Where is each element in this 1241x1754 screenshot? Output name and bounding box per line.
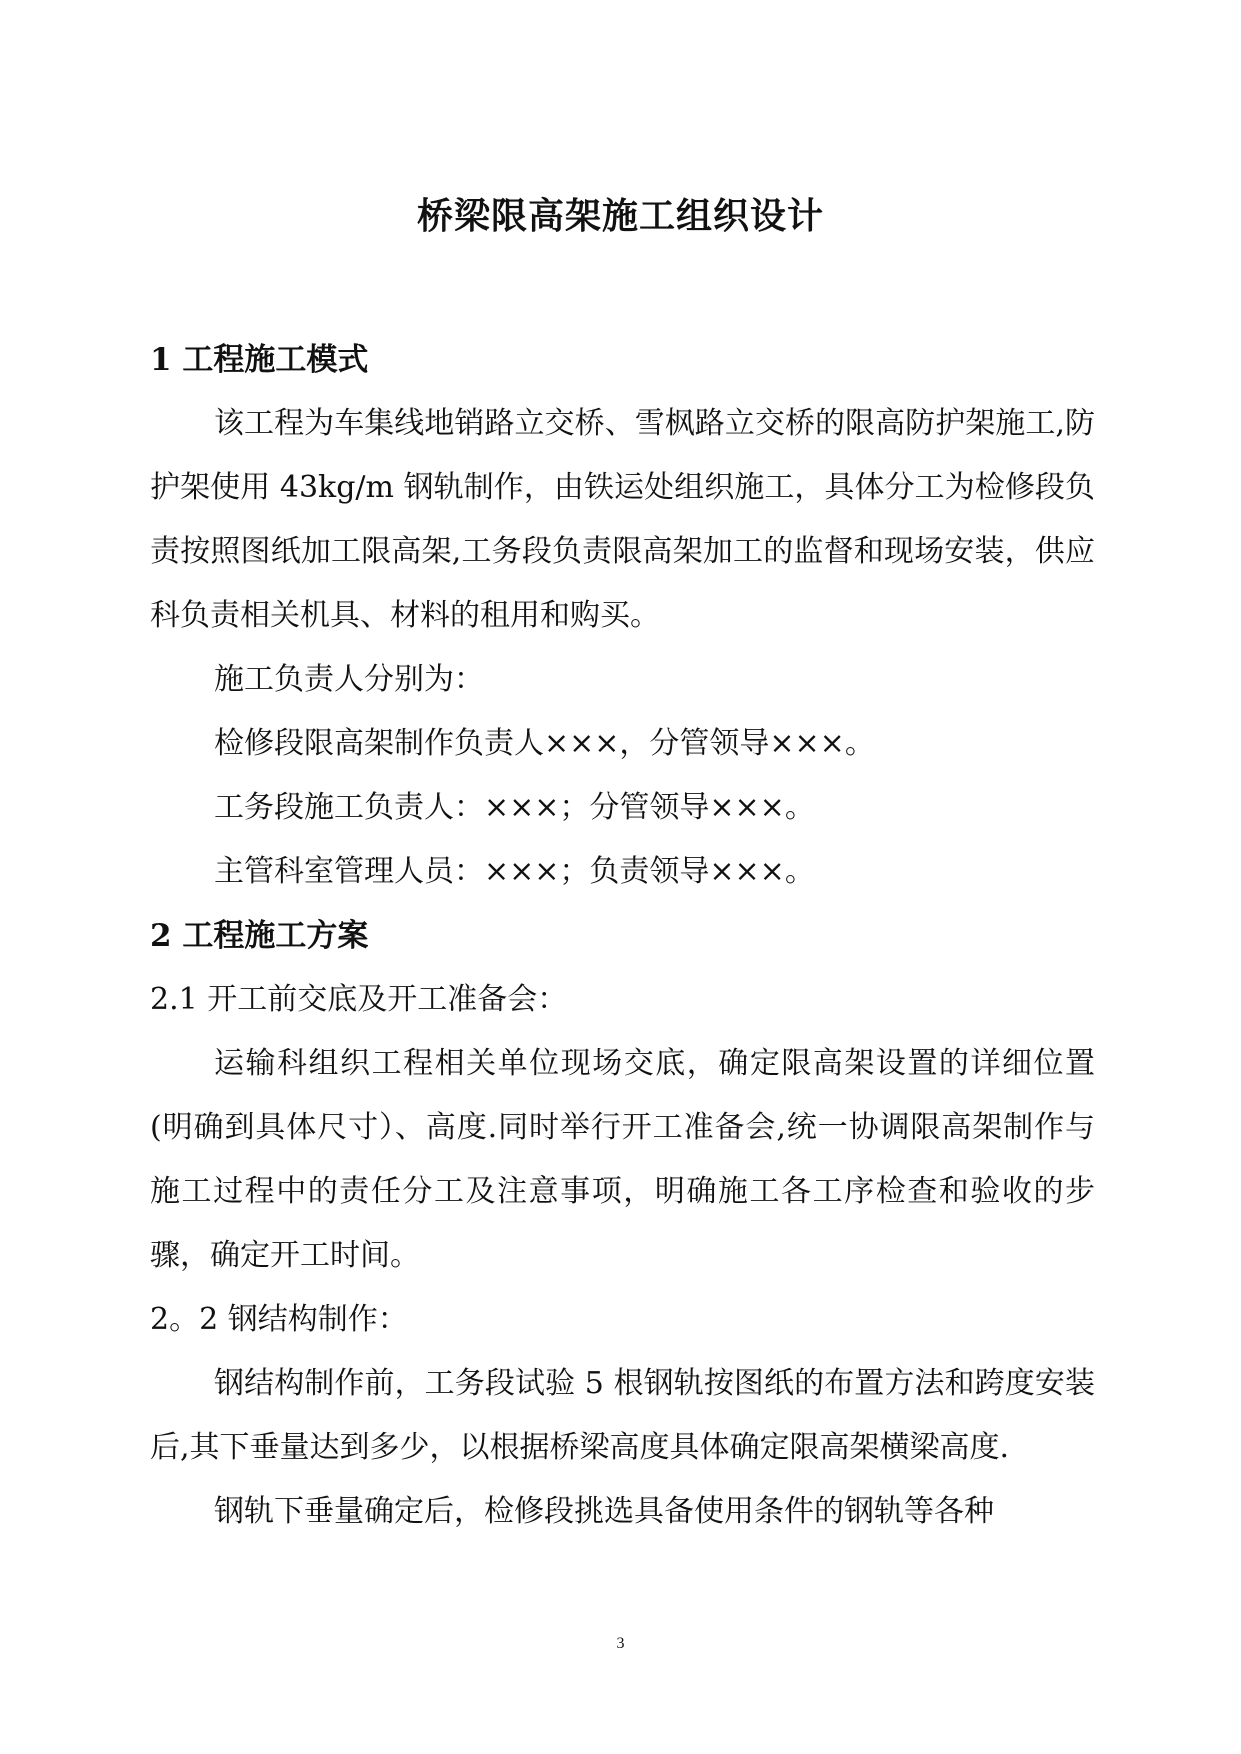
document-title: 桥梁限高架施工组织设计 [416, 195, 824, 237]
paragraph-work-division: 该工程为车集线地销路立交桥、雪枫路立交桥的限高防护架施工,防护架使用 43kg/m 钢轨制作，由铁运处组织施工，具体分工为检修段负责按照图纸加工限高架,工务段负责限高架加工的监督和现场安装，供应科负责相关机具、材料的租用和购买。 [150, 406, 1095, 633]
section-heading-2: 2 工程施工方案 [150, 918, 369, 954]
paragraph-works-lead: 工务段施工负责人：×××；分管领导×××。 [214, 790, 815, 825]
paragraph-rail-test: 钢结构制作前，工务段试验 5 根钢轨按图纸的布置方法和跨度安装后,其下垂量达到多少，以根据桥梁高度具体确定限高架横梁高度. [150, 1366, 1095, 1465]
page-number: 3 [616, 1635, 625, 1652]
subsection-heading-2-2: 2。2 钢结构制作： [150, 1302, 408, 1337]
paragraph-briefing: 运输科组织工程相关单位现场交底，确定限高架设置的详细位置(明确到具体尺寸）、高度.同时举行开工准备会,统一协调限高架制作与施工过程中的责任分工及注意事项，明确施工各工序检查和验收的步骤，确定开工时间。 [150, 1046, 1095, 1273]
subsection-heading-2-1: 2.1 开工前交底及开工准备会： [150, 982, 568, 1017]
document-body [150, 328, 1095, 1544]
paragraph-maintenance-lead: 检修段限高架制作负责人×××，分管领导×××。 [214, 726, 875, 761]
paragraph-rail-selection: 钢轨下垂量确定后，检修段挑选具备使用条件的钢轨等各种 [214, 1494, 994, 1529]
paragraph-office-lead: 主管科室管理人员：×××；负责领导×××。 [214, 854, 815, 889]
section-heading-1: 1 工程施工模式 [150, 342, 369, 378]
paragraph-responsible-persons: 施工负责人分别为： [214, 662, 484, 697]
